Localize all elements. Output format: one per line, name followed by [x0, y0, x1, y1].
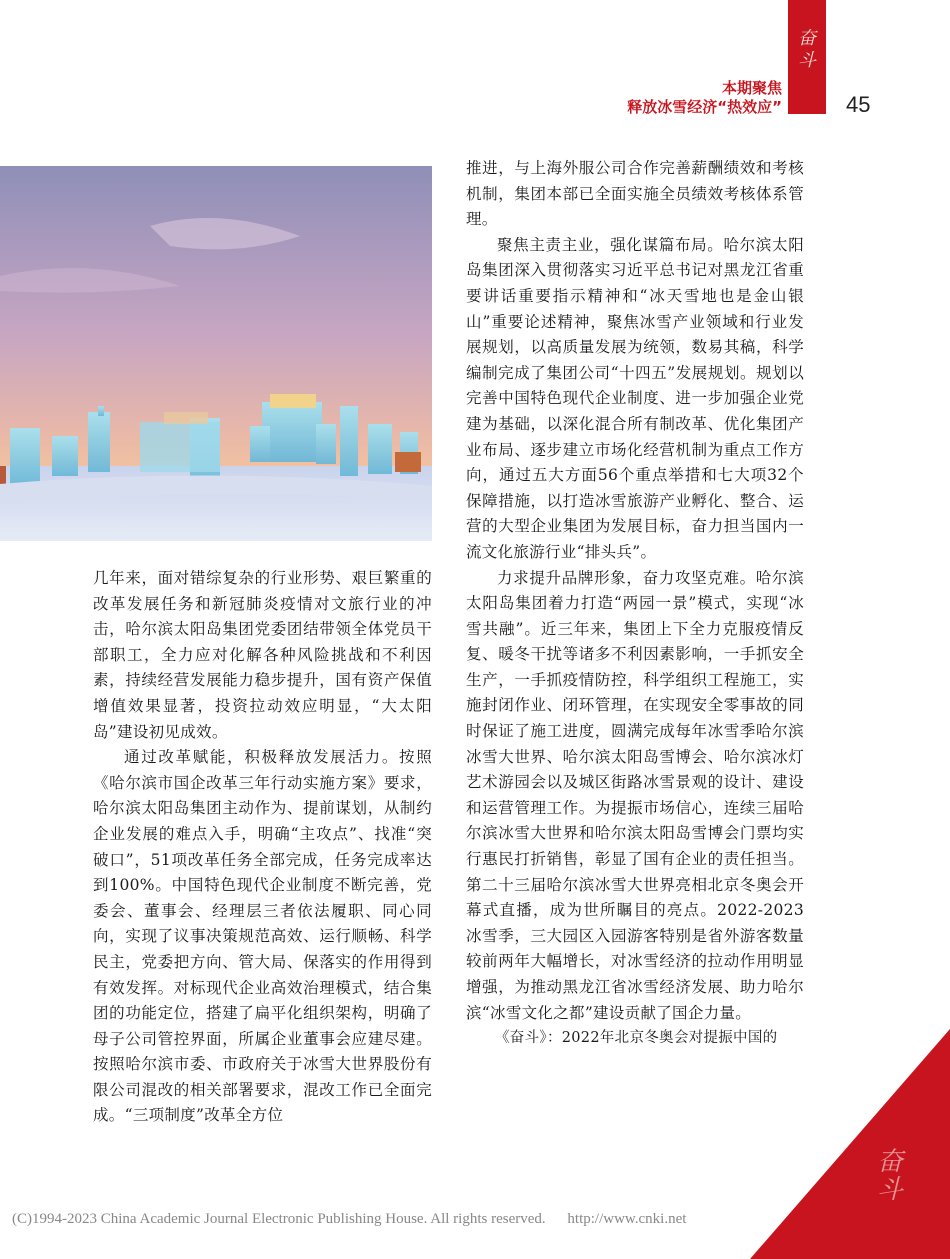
photo-illustration	[0, 166, 432, 541]
section-topic: 释放冰雪经济“热效应”	[627, 98, 782, 116]
paragraph: 通过改革赋能，积极释放发展活力。按照《哈尔滨市国企改革三年行动实施方案》要求，哈尔滨太阳岛集团主动作为、提前谋划，从制约企业发展的难点入手，明确“主攻点”、找准“突破口”，51项改革任务全部完成，任务完成率达到100%。中国特色现代企业制度不断完善，党委会、董事会、经理层三者依法履职、同心同向，实现了议事决策规范高效、运行顺畅、科学民主，党委把方向、管大局、保落实的作用得到有效发挥。对标现代企业高效治理模式，结合集团的功能定位，搭建了扁平化组织架构，明确了母子公司管控界面，所属企业董事会应建尽建。按照哈尔滨市委、市政府关于冰雪大世界股份有限公司混改的相关部署要求，混改工作已全面完成。“三项制度”改革全方位	[93, 748, 432, 1125]
copyright-footer	[12, 1211, 942, 1228]
magazine-logo: 奋斗	[798, 28, 816, 71]
paragraph: 聚焦主责主业，强化谋篇布局。哈尔滨太阳岛集团深入贯彻落实习近平总书记对黑龙江省重要讲话重要指示精神和“冰天雪地也是金山银山”重要论述精神，聚焦冰雪产业领域和行业发展规划，以高质量发展为统领，数易其稿，科学编制完成了集团公司“十四五”发展规划。规划以完善中国特色现代企业制度、进一步加强企业党建为基础，以深化混合所有制改革、优化集团产业布局、逐步建立市场化经营机制为重点工作方向，通过五大方面56个重点举措和七大项32个保障措施，以打造冰雪旅游产业孵化、整合、运营的大型企业集团为发展目标，奋力担当国内一流文化旅游行业“排头兵”。	[466, 235, 804, 561]
footer-url[interactable]: http://www.cnki.net	[567, 1211, 687, 1227]
header-red-tab	[788, 0, 826, 114]
interview-question: 《奋斗》：2022年北京冬奥会对提振中国的	[495, 1030, 778, 1047]
section-heading	[627, 79, 782, 117]
magazine-watermark-logo: 奋 斗	[876, 1147, 903, 1205]
paragraph: 推进，与上海外服公司合作完善薪酬绩效和考核机制，集团本部已全面实施全员绩效考核体系管理。	[466, 159, 804, 229]
paragraph: 几年来，面对错综复杂的行业形势、艰巨繁重的改革发展任务和新冠肺炎疫情对文旅行业的冲击，哈尔滨太阳岛集团党委团结带领全体党员干部职工，全力应对化解各种风险挑战和不利因素，持续经营发展能力稳步提升，国有资产保值增值效果显著，投资拉动效应明显，“大太阳岛”建设初见成效。	[93, 569, 432, 741]
left-column	[93, 566, 432, 1129]
paragraph: 力求提升品牌形象，奋力攻坚克难。哈尔滨太阳岛集团着力打造“两园一景”模式，实现“冰雪共融”。近三年来，集团上下全力克服疫情反复、暖冬干扰等诸多不利因素影响，一手抓安全生产，一手抓疫情防控，科学组织工程施工，实施封闭作业、闭环管理，在实现安全零事故的同时保证了施工进度，圆满完成每年冰雪季哈尔滨冰雪大世界、哈尔滨太阳岛雪博会、哈尔滨冰灯艺术游园会以及城区街路冰雪景观的设计、建设和运营管理工作。为提振市场信心，连续三届哈尔滨冰雪大世界和哈尔滨太阳岛雪博会门票均实行惠民打折销售，彰显了国有企业的责任担当。第二十三届哈尔滨冰雪大世界亮相北京冬奥会开幕式直播，成为世所瞩目的亮点。2022-2023冰雪季，三大园区入园游客特别是省外游客数量较前两年大幅增长，对冰雪经济的拉动作用明显增强，为推动黑龙江省冰雪经济发展、助力哈尔滨“冰雪文化之都”建设贡献了国企力量。	[466, 568, 804, 1022]
section-title: 本期聚焦	[721, 79, 782, 97]
page-number: 45	[846, 92, 871, 117]
copyright-text: (C)1994-2023 China Academic Journal Electronic Publishing House. All rights reserved.	[12, 1211, 546, 1227]
ice-sculpture-photo	[0, 166, 432, 541]
right-column	[466, 156, 804, 1052]
